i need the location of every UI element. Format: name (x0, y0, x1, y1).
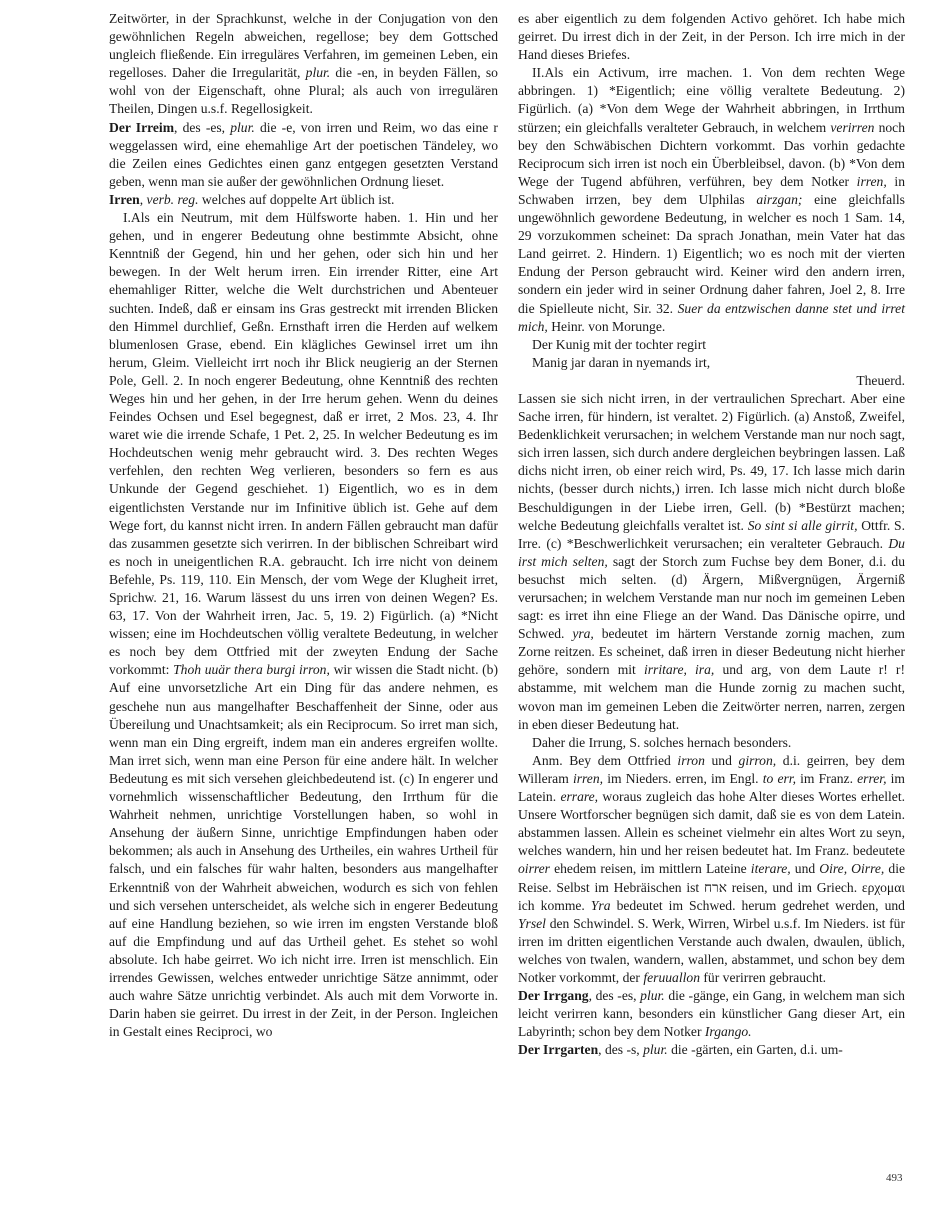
annotation (518, 752, 905, 987)
text: im Latein. (518, 770, 905, 805)
text: Lassen sie sich nicht irren, in der vertraulichen Sprechart. Aber eine Sache irren, für hindern, ist veraltet. 2) Figürlich. (a) Anstoß, Zweifel, Bedenklichkeit verursachen; in welchem Verstande man nur noch sagt, sich irren lassen, sich durch andere dergleichen beybringen lassen. Laß dichs nicht irren, ob einer reich wird, Ps. 49, 17. Ich lasse mich darin nichts, (besser durch nichts,) irren. Ich lasse mich nicht durch bloße Beschuldigungen in der Liebe irren, Gell. (b) *Bestürzt machen; welche Bedeutung gleichfalls veraltet ist. (518, 390, 905, 533)
text: für verirren gebraucht. (703, 969, 827, 985)
text: die -gänge, ein Gang, in welchem man sich leicht verirren kann, besonders ein künstlicher Gang dieser Art, ein Labyrinth; schon bey dem Notker (518, 988, 905, 1040)
headword: Irren (109, 191, 140, 207)
text: im Nieders. erren, im Engl. (607, 770, 759, 786)
italic-text: airzgan; (756, 191, 803, 207)
sense-one-continuation (518, 10, 905, 64)
italic-text: to err, (762, 770, 796, 786)
text: die Reise. Selbst im Hebräischen ist ארח reisen, und im Griech. ερχομαι ich komme. (518, 861, 905, 913)
text: in Schwaben irrzen, bey dem Ulphilas (518, 173, 905, 207)
entry-irreim (109, 119, 498, 191)
text: Heinr. von Morunge. (551, 318, 666, 334)
text: welches auf doppelte Art üblich ist. (201, 191, 395, 207)
entry-irren (109, 191, 498, 209)
irren-sense-one (109, 209, 498, 1041)
italic-text: plur. (643, 1042, 668, 1058)
daher-note: Daher die Irrung, S. solches hernach besonders. (532, 734, 792, 750)
italic-text: girron, (738, 752, 777, 768)
italic-text: irron (677, 752, 705, 768)
italic-text: Oire, Oirre, (819, 861, 885, 877)
text: ehedem reisen, im mittlern Lateine (554, 861, 747, 877)
italic-text: irren, (572, 770, 604, 786)
text: bedeutet im Schwed. herum gedrehet werden, und (616, 897, 905, 913)
italic-text: yra, (572, 626, 594, 642)
italic-text: verirren (830, 119, 875, 135)
italic-text: errer, (857, 770, 887, 786)
text: sagt der Storch zum Fuchse bey dem Boner, d.i. du besuchst mich selten. (d) Ärgern, Mißvergnügen, Ärgerniß verursachen; in welchem Verstande man nur noch im gemeinen Leben sagt: es irret ihn eine Fliege an der Wand. Das Dänische opirre, und Schwed. (518, 553, 905, 642)
italic-text: irritare, ira, (643, 662, 715, 678)
headword: Der Irrgang (518, 988, 589, 1004)
italic-text: Irgango. (704, 1024, 752, 1040)
page-number: 493 (886, 1172, 903, 1184)
italic-text: plur. (640, 988, 665, 1004)
text: , des -es, (174, 119, 226, 135)
verse-line: Der Kunig mit der tochter regirt (532, 336, 707, 352)
right-column (518, 10, 905, 1059)
headword: Der Irrgarten (518, 1042, 599, 1058)
text: , (139, 191, 144, 207)
text: woraus zugleich das hohe Alter dieses Wortes erhellet. Unsere Wortforscher begnügen sich damit, daß sie es von dem Latein. abstammen lassen. Allein es scheinet vielmehr ein altes Wort zu seyn, welches wandern, hin und her reisen bedeutet hat. Im Franz. bedeutete (518, 789, 905, 859)
italic-text: Du irst mich selten, (518, 535, 905, 569)
text: und (794, 861, 816, 877)
text: die -gärten, ein Garten, d.i. um- (671, 1042, 843, 1058)
italic-text: verb. reg. (146, 191, 199, 207)
headword: Der Irreim (109, 119, 175, 135)
italic-text: plur. (305, 65, 331, 81)
italic-text: oirrer (518, 861, 550, 877)
text: , des -es, (588, 988, 637, 1004)
italic-text: feruuallon (643, 969, 700, 985)
text: , des -s, (598, 1042, 640, 1058)
text: den Schwindel. S. Werk, Wirren, Wirbel u.s.f. Im Nieders. ist für irren im dritten eigentlichen Verstande auch dwalen, dwaulen, üblich, welches von twalen, wandern, wallen, abstammet, und schon bey dem Notker vorkommt, der (518, 915, 906, 985)
text: Anm. Bey dem Ottfried (532, 752, 671, 768)
sense-two-continuation (518, 390, 905, 734)
italic-text: Suer da entzwischen danne stet und irret mich, (518, 300, 905, 334)
left-column (109, 10, 498, 1041)
text: bedeutet im härtern Verstande zornig machen, zum Zorne reitzen. Es scheinet, daß irren in dieser Bedeutung nicht hierher gehöre, sondern mit (518, 626, 905, 678)
text: die -e, von irren und Reim, wo das eine r weggelassen wird, eine ehemahlige Art der poetischen Tändeley, wo die Zeilen eines Gedichtes einen ganz entgegen gesetzten Verstand geben, wenn man sie außer der gewöhnlichen Ordnung lieset. (109, 119, 498, 189)
text: und arg, von dem Laute r! r! abstamme, mit welchem man die Hunde zornig zu machen sucht, wovon man im gemeinen Leben die Zeitwörter nerren, narren, zergen in eben dieser Bedeutung hat. (518, 662, 905, 732)
italic-text: Yra (590, 897, 611, 913)
text: und (711, 752, 732, 768)
italic-text: iterare, (750, 861, 791, 877)
entry-irrgarten (518, 1041, 905, 1059)
text: Zeitwörter, in der Sprachkunst, welche in der Conjugation von den gewöhnlichen Regeln abweichen, regellose; bey dem Gottsched ungleich fließende. Ein irreguläres Verfahren, im gemeinen Leben, ein regelloses. Daher die Irregularität, (109, 11, 498, 81)
verse-line: Manig jar daran in nyemands irt, (532, 354, 711, 370)
italic-text: So sint si alle girrit, (747, 517, 858, 533)
entry-irrgang (518, 987, 905, 1041)
entry-continuation (109, 10, 498, 119)
verse-source: Theuerd. (856, 372, 905, 388)
italic-text: errare, (560, 789, 599, 805)
text: d.i. geirren, bey dem Willeram (518, 752, 905, 786)
italic-text: plur. (230, 119, 255, 135)
text: II.Als ein Activum, irre machen. 1. Von dem rechten Wege abbringen. 1) *Eigentlich; eine völlig veraltete Bedeutung. 2) Figürlich. (a) *Von dem Wege der Wahrheit abbringen, in Irrthum stürzen; ein gleichfalls veralteter Gebrauch, in welchem (518, 65, 905, 135)
italic-text: irren, (856, 173, 887, 189)
irren-sense-two (518, 64, 905, 335)
text: es aber eigentlich zu dem folgenden Activo gehöret. Ich habe mich geirret. Du irrest dich in der Zeit, in der Person. Ich irre mich in der Hand dieses Briefes. (518, 11, 905, 63)
text: noch bey den Schwäbischen Dichtern vorkommt. Das vorhin gedachte Reciprocum sich irren ist noch ein Überbleibsel, davon. (b) *Von dem Wege der Tugend abführen, verführen, bey dem Notker (518, 119, 905, 189)
text: Ottfr. S. Irre. (c) *Beschwerlichkeit verursachen; ein veralteter Gebrauch. (518, 517, 905, 551)
text: wir wissen die Stadt nicht. (b) Auf eine unvorsetzliche Art ein Ding für das andere nehmen, es geschehe nun aus mangelhafter Beschaffenheit der Sinne, oder aus Übereilung und Unachtsamkeit; als ein Reciprocum. So irret man sich, wenn man ein Ding ergreift, indem man ein anderes ergreifen wollte. Man irret sich, wenn man eine Person für eine andere hält. In welcher Bedeutung es mit sich versehen gleichbedeutend ist. (c) In engerer und vornehmlich wissenschaftlicher Bedeutung, den Irrthum für die Wahrheit nehmen, unrichtige Vorstellungen haben, so wohl in Ansehung der äußern Sinne, unrichtige Empfindungen haben oder bekommen; als auch in Ansehung des Urtheiles, ein wahres Urtheil für falsch, und ein falsches für wahr halten, besonders aus mangelhafter Erkenntniß von der Wahrheit abweichen, wodurch es sich von fehlen und sich versehen unterscheidet, als welche sich in engerer Bedeutung auf eine Handlung beziehen, so wie irren im engsten Verstande bloß auf die Empfindung und auf das Urtheil gehet. Es stehet so wohl absolute. Ich habe geirret. Wo ich nicht irre. Irren ist menschlich. Ein irrendes Gewissen, welches entweder unrichtige Sätze annimmt, oder auch wahre Sätze unrichtig verbindet. Als auch mit dem Vorworte in. Darin haben sie geirret. Du irrest in der Zeit, in der Person. Ingleichen in Gestalt eines Reciproci, wo (109, 662, 498, 1040)
italic-text: Yrsel (518, 915, 546, 931)
text: eine gleichfalls ungewöhnlich gewordene Bedeutung, in welcher es noch 1 Sam. 14, 29 vorzukommen scheinet: Da sprach Jonathan, mein Vater hat das Land geirret. 2. Hindern. 1) Eigentlich; wo es noch mit der vierten Endung der Person gebraucht wird. Keiner wird den andern irren, sondern ein jeder wird in seiner Ordnung daher fahren, Joel 2, 8. Irre die Spielleute nicht, Sir. 32. (518, 191, 905, 316)
text: I.Als ein Neutrum, mit dem Hülfsworte haben. 1. Hin und her gehen, und in engerer Bedeutung ohne bestimmte Absicht, ohne Kenntniß der Gegend, hin und her gehen, oder sich hin und her bewegen. In der Welt herum irren. Ein irrender Ritter, eine Art ehemahliger Ritter, welche die Welt durchstrichen und Abenteuer suchten. Indeß, daß er einsam ins Gras gestreckt mit irrenden Blicken den Himmel durchlief, Geßn. Ernsthaft irren die Herden auf welkem blumenlosen Grase, ebend. Ein klägliches Gewinsel irret um ihn herum, Gleim. Vielleicht irrt noch ihr Blick neugierig an der Sternen Pole, Gell. 2. In noch engerer Bedeutung, ohne Kenntniß des rechten Weges hin und her gehen, in der Irre herum gehen. Wenn du deines Feindes Ochsen und Esel begegnest, daß er irret, 2 Mos. 23, 4. Ihr waret wie die irrende Schafe, 1 Pet. 2, 25. In welcher Bedeutung es im Hochdeutschen wenig mehr gebraucht wird. 3. Des rechten Weges verfehlen, den rechten Weg verlieren, besonders so fern es aus Unkunde der Gegend geschiehet. 1) Eigentlich, wo es in dem eigentlichsten Verstande nur im Infinitive üblich ist. Gehe auf dem Wege fort, du kannst nicht irren. In andern Fällen gebraucht man dafür das zusammen gesetzte sich verirren. In der biblischen Schreibart wird es noch in uneigentlichen R.A. gebraucht. Ich irre nicht von deinem Befehle, Ps. 119, 110. Ein Mensch, der vom Wege der Klugheit irret, Sprichw. 21, 16. Warum lässest du uns irren von deinen Wegen? Es. 63, 17. Von der Wahrheit irren, Jac. 5, 19. 2) Figürlich. (a) *Nicht wissen; eine im Hochdeutschen völlig veraltete Bedeutung, in welcher es noch bey dem Ottfried mit der zweyten Endung der Sache vorkommt: (109, 210, 498, 678)
italic-text: Thoh uuär thera burgi irron, (173, 662, 330, 678)
text: die -en, in beyden Fällen, so wohl von der Eigenschaft, ohne Plural; als auch von irregulären Theilen, Dingen u.s.f. Regellosigkeit. (109, 65, 498, 117)
text: im Franz. (800, 770, 853, 786)
